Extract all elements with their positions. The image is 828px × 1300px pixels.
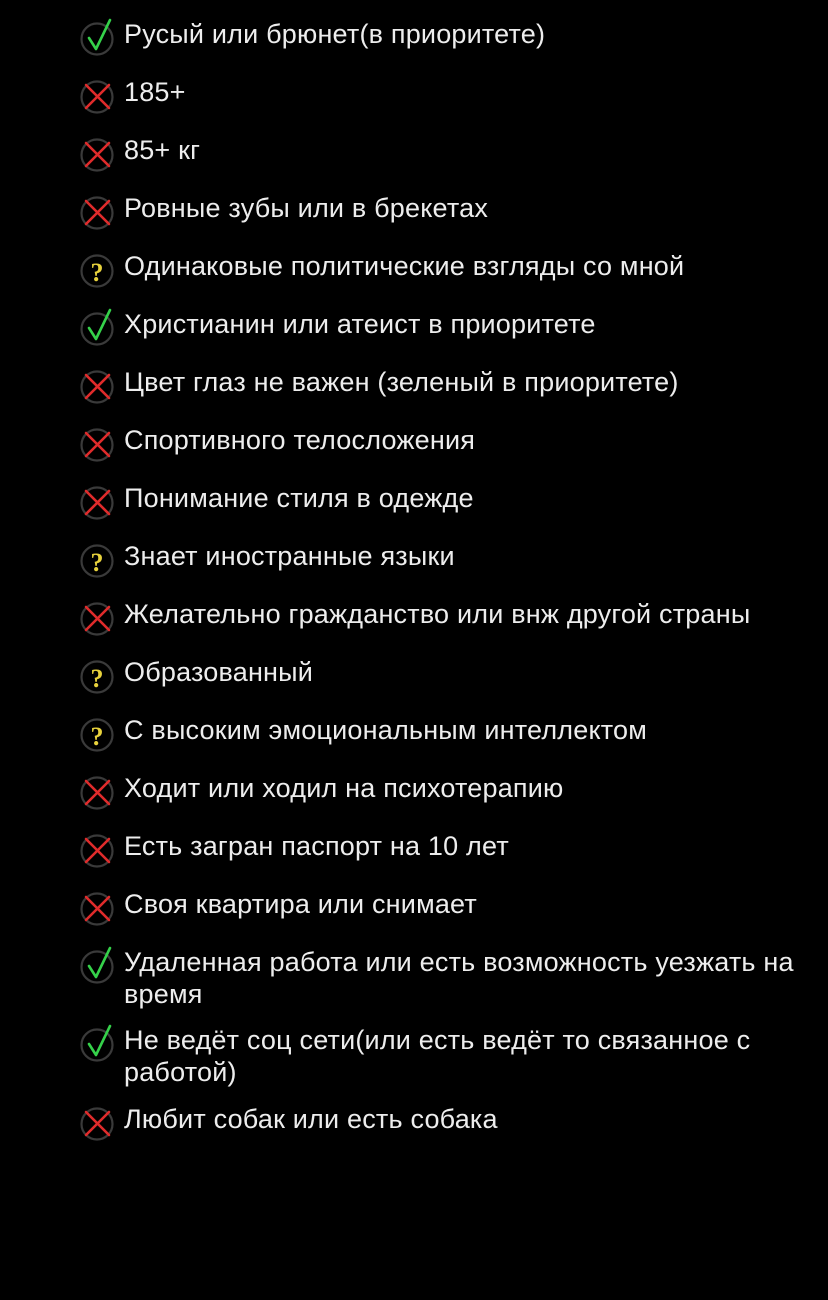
cross-icon — [76, 134, 118, 176]
question-marker — [76, 714, 118, 756]
checklist-item — [0, 532, 828, 590]
question-icon — [76, 250, 118, 292]
checklist-item-label: Ходит или ходил на психотерапию — [124, 773, 564, 803]
checklist-item — [0, 358, 828, 416]
svg-text:?: ? — [90, 548, 104, 577]
question-icon — [76, 656, 118, 698]
checklist-item — [0, 938, 828, 1016]
checklist-item-label: Удаленная работа или есть возможность уезжать на время — [124, 947, 794, 1010]
checklist-item-label: Русый или брюнет(в приоритете) — [124, 19, 546, 49]
question-icon — [76, 714, 118, 756]
cross-icon — [76, 366, 118, 408]
checklist-item-label: С высоким эмоциональным интеллектом — [124, 715, 648, 745]
checklist-item-label: Не ведёт соц сети(или есть ведёт то связанное с работой) — [124, 1025, 751, 1088]
checklist-item — [0, 474, 828, 532]
checklist-item-label: Своя квартира или снимает — [124, 889, 477, 919]
checklist-item — [0, 822, 828, 880]
cross-marker — [76, 192, 118, 234]
checklist-item-label: Цвет глаз не важен (зеленый в приоритете) — [124, 367, 679, 397]
cross-marker — [76, 888, 118, 930]
question-marker — [76, 656, 118, 698]
question-marker — [76, 250, 118, 292]
cross-marker — [76, 134, 118, 176]
checklist-item-label: Ровные зубы или в брекетах — [124, 193, 489, 223]
cross-marker — [76, 772, 118, 814]
checklist-item-label: 185+ — [124, 77, 186, 107]
check-marker — [76, 308, 118, 350]
checklist-item — [0, 184, 828, 242]
checklist-item — [0, 416, 828, 474]
cross-icon — [76, 76, 118, 118]
cross-icon — [76, 888, 118, 930]
cross-marker — [76, 1103, 118, 1145]
cross-marker — [76, 366, 118, 408]
cross-marker — [76, 482, 118, 524]
check-marker — [76, 946, 118, 988]
cross-icon — [76, 772, 118, 814]
checklist-item-label: Желательно гражданство или внж другой страны — [124, 599, 751, 629]
check-icon — [76, 946, 118, 988]
checklist-item — [0, 300, 828, 358]
cross-icon — [76, 424, 118, 466]
check-icon — [76, 18, 118, 60]
checklist-item — [0, 590, 828, 648]
checklist-item-label: Спортивного телосложения — [124, 425, 476, 455]
question-marker — [76, 540, 118, 582]
cross-marker — [76, 76, 118, 118]
svg-text:?: ? — [90, 258, 104, 287]
check-marker — [76, 1024, 118, 1066]
checklist-item-label: Образованный — [124, 657, 314, 687]
checklist-item — [0, 764, 828, 822]
checklist-item — [0, 648, 828, 706]
checklist-item-label: Понимание стиля в одежде — [124, 483, 474, 513]
checklist-item — [0, 706, 828, 764]
checklist-item-label: 85+ кг — [124, 135, 201, 165]
checklist-item — [0, 10, 828, 68]
check-icon — [76, 1024, 118, 1066]
checklist-item — [0, 1095, 828, 1153]
svg-text:?: ? — [90, 664, 104, 693]
cross-icon — [76, 598, 118, 640]
check-marker — [76, 18, 118, 60]
cross-icon — [76, 192, 118, 234]
svg-text:?: ? — [90, 722, 104, 751]
checklist-item — [0, 68, 828, 126]
checklist-item-label: Знает иностранные языки — [124, 541, 455, 571]
cross-marker — [76, 598, 118, 640]
cross-marker — [76, 424, 118, 466]
cross-icon — [76, 1103, 118, 1145]
checklist-item — [0, 1016, 828, 1094]
cross-icon — [76, 830, 118, 872]
cross-marker — [76, 830, 118, 872]
checklist-item-label: Любит собак или есть собака — [124, 1103, 498, 1134]
checklist-item-label: Христианин или атеист в приоритете — [124, 309, 596, 339]
checklist-item — [0, 242, 828, 300]
checklist-item-label: Есть загран паспорт на 10 лет — [124, 831, 509, 861]
cross-icon — [76, 482, 118, 524]
checklist-item — [0, 880, 828, 938]
checklist-item — [0, 126, 828, 184]
check-icon — [76, 308, 118, 350]
question-icon — [76, 540, 118, 582]
checklist-item-label: Одинаковые политические взгляды со мной — [124, 251, 685, 281]
